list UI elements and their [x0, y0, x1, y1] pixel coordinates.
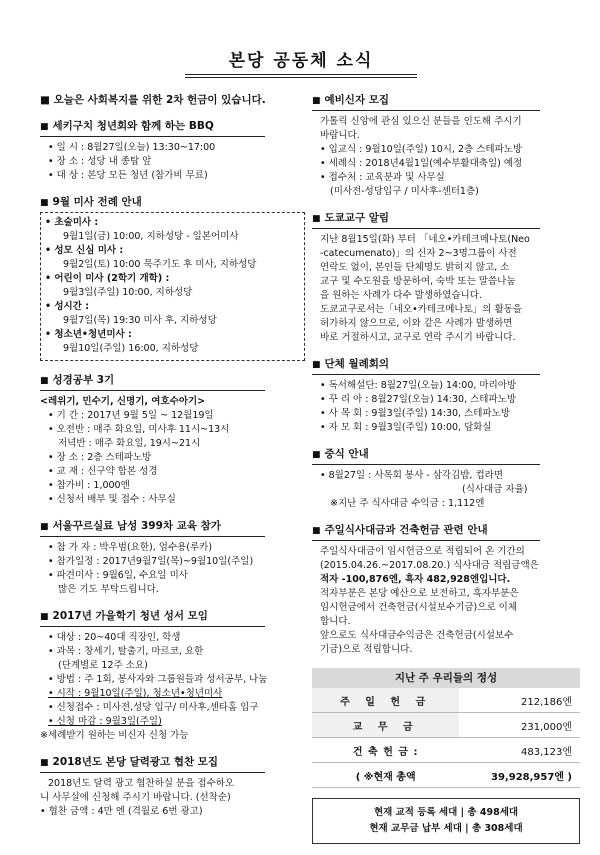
- offering-label: 교 무 금: [312, 713, 459, 738]
- list-item: • 장 소 : 성당 내 종탑 앞: [48, 156, 152, 167]
- list-item: 바랍니다.: [320, 130, 360, 141]
- divider: [312, 540, 540, 541]
- table-row: [312, 688, 580, 713]
- registration-status-box: [312, 798, 580, 844]
- divider: [312, 464, 540, 465]
- list-item: • 과목 : 창세기, 탈출기, 마르코, 요한: [48, 646, 204, 657]
- section-heading: ■ 예비신자 모집: [312, 94, 390, 106]
- catechumen-section: [312, 92, 580, 199]
- offerings-table: [312, 688, 580, 788]
- section-heading: ■ 2018년도 본당 달력광고 협찬 모집: [40, 756, 219, 768]
- list-item: 임시헌금에서 건축헌금(시설보수기금)으로 이체: [320, 602, 517, 613]
- meetings-section: [312, 356, 580, 435]
- list-item: • 대상 : 20~40대 직장인, 학생: [48, 632, 181, 643]
- mass-detail: 9월1일(금) 10:00, 지하성당 - 일본어미사: [63, 231, 239, 242]
- offerings-title: 지난 주 우리들의 정성: [312, 668, 580, 688]
- list-item: 적자 -100,876엔, 흑자 482,928엔입니다.: [320, 574, 511, 585]
- list-item: • 장 소 : 2층 스테파노방: [48, 452, 152, 463]
- divider: [40, 626, 265, 627]
- list-item: • 8월27일 : 사목회 봉사 - 삼각김밥, 컵라면: [320, 470, 504, 481]
- list-item: • 대 상 : 본당 모든 청년 (참가비 무료): [48, 170, 208, 181]
- list-item: • 신청 마감 : 9월3일(주일): [48, 716, 162, 727]
- list-item: • 기 간 : 2017년 9월 5일 ~ 12월19일: [48, 410, 214, 421]
- section-heading: ■ 단체 월례회의: [312, 358, 390, 370]
- section-heading: ■ 2017년 가을학기 청년 성서 모임: [40, 610, 208, 622]
- status-line: 현재 교무금 납부 세대 | 총 308세대: [369, 823, 523, 834]
- list-item: • 참가비 : 1,000엔: [48, 480, 130, 491]
- list-item: 니 사무실에 신청해 주시기 바랍니다. (선착순): [40, 792, 231, 803]
- page-title: 본당 공동체 소식: [185, 46, 417, 78]
- list-item: (2015.04.26.~2017.08.20.) 식사대금 적립금액은: [320, 560, 539, 571]
- divider: [312, 228, 540, 229]
- list-item: • 일 시 : 8월27일(오늘) 13:30~17:00: [48, 142, 216, 153]
- mass-section: [40, 194, 305, 361]
- list-item: • 자 모 회 : 9월3일(주일) 10:00, 담화실: [320, 422, 492, 433]
- section-heading: ■ 세키구치 청년회와 함께 하는 BBQ: [40, 120, 214, 132]
- mass-box: [40, 212, 305, 361]
- section-heading: ■ 주일식사대금과 건축헌금 관련 안내: [312, 524, 488, 536]
- list-item: • 사 목 회 : 9월3일(주일) 14:30, 스테파노방: [320, 408, 510, 419]
- table-row: [312, 713, 580, 738]
- list-item: • 교 재 : 신구약 합본 성경: [48, 466, 158, 477]
- list-item: • 협찬 금액 : 4만 엔 (격월로 6번 광고): [40, 806, 203, 817]
- list-item: (단계별로 12주 소요): [58, 660, 148, 671]
- tokyo-section: [312, 210, 580, 345]
- divider: [312, 374, 540, 375]
- list-item: 도쿄교구로서는「네오•카테크메나토」의 활동을: [320, 304, 522, 315]
- intro-text: ■ 오늘은 사회복지를 위한 2차 헌금이 있습니다.: [40, 94, 266, 106]
- list-item: 적자부분은 본당 예산으로 보전하고, 흑자부분은: [320, 588, 519, 599]
- list-item: (식사대금 자율): [462, 484, 528, 495]
- intro-section: [40, 92, 305, 107]
- lunch-section: [312, 446, 580, 511]
- list-item: • 오전반 : 매주 화요일, 미사후 11시~13시: [48, 424, 230, 435]
- seoul-section: [40, 518, 305, 597]
- offering-label: 건 축 헌 금 :: [312, 738, 459, 763]
- list-item: 기금)으로 적립합니다.: [320, 644, 413, 655]
- list-item: 많은 기도 부탁드립니다.: [58, 584, 159, 595]
- list-item: 2018년도 달력 광고 협찬하실 분을 접수하오: [48, 778, 235, 789]
- list-item: 저녁반 : 매주 화요일, 19시~21시: [58, 438, 201, 449]
- list-item: 앞으로도 식사대금수익금은 건축헌금(시설보수: [320, 630, 514, 641]
- list-item: • 방법 : 주 1회, 봉사자와 그룹원들과 성서공부, 나눔: [48, 674, 268, 685]
- list-item: • 참가일정 : 2017년9월7일(목)~9월10일(주일): [48, 556, 254, 567]
- section-heading: ■ 중식 안내: [312, 448, 369, 460]
- list-item: 교구 및 수도원을 방문하여, 숙박 또는 말씀나눔: [320, 276, 516, 287]
- offering-value: 39,928,957엔 ): [459, 763, 580, 788]
- list-item: 바로 거절하시고, 교구로 연락 주시기 바랍니다.: [320, 332, 516, 343]
- list-item: • 꾸 리 아 : 8월27일(오늘) 14:30, 스테파노방: [320, 394, 517, 405]
- divider: [312, 110, 540, 111]
- mass-title: • 청소년•청년미사 :: [45, 329, 132, 340]
- divider: [40, 390, 265, 391]
- offering-value: 212,186엔: [459, 688, 580, 713]
- list-item: 허가하지 않으므로, 이와 같은 사례가 발생하면: [320, 318, 513, 329]
- section-heading: ■ 성경공부 3기: [40, 374, 115, 386]
- table-row: [312, 738, 580, 763]
- offering-value: 231,000엔: [459, 713, 580, 738]
- list-item: ※지난 주 식사대금 수익금 : 1,112엔: [330, 498, 485, 509]
- offering-label: 주 일 헌 금: [312, 688, 459, 713]
- table-row: [312, 763, 580, 788]
- list-item: • 참 가 자 : 박우범(요한), 엄수용(루카): [48, 542, 213, 553]
- mass-detail: 9월3일(주일) 10:00, 지하성당: [63, 287, 193, 298]
- list-item: (미사전-성당입구 / 미사후-센터1층): [330, 186, 479, 197]
- divider: [40, 772, 265, 773]
- mass-title: • 성모 신심 미사 :: [45, 245, 124, 256]
- list-item: • 접수처 : 교육분과 및 사무실: [320, 172, 445, 183]
- list-item: • 신청접수 : 미사전,성당 입구/ 미사후,센타홈 입구: [48, 702, 259, 713]
- list-item: 주일식사대금이 임시헌금으로 적립되어 온 기간의: [320, 546, 525, 557]
- offerings-section: [312, 668, 580, 844]
- section-heading: ■ 서울꾸르실료 남성 399차 교육 참가: [40, 520, 221, 532]
- offering-value: 483,123엔: [459, 738, 580, 763]
- list-item: 연락도 없이, 본인들 단체명도 밝히지 않고, 소: [320, 262, 510, 273]
- bible-section: [40, 372, 305, 507]
- list-item: • 입교식 : 9월10일(주일) 10시, 2층 스테파노방: [320, 144, 523, 155]
- list-item: • 시작 : 9월10일(주일), 청소년•청년미사: [48, 688, 223, 699]
- building-section: [312, 522, 580, 657]
- list-item: • 세례식 : 2018년4월1일(예수부활대축일) 예정: [320, 158, 523, 169]
- divider: [40, 536, 265, 537]
- page-title-wrap: [185, 46, 417, 78]
- list-item: 을 원하는 사례가 다수 발생하였습니다.: [320, 290, 482, 301]
- list-item: 합니다.: [320, 616, 351, 627]
- status-line: 현재 교적 등록 세대 | 총 498세대: [373, 807, 519, 818]
- right-column: [312, 92, 580, 855]
- autumn-section: [40, 608, 305, 743]
- divider: [40, 136, 265, 137]
- mass-title: • 성시간 :: [45, 301, 90, 312]
- mass-title: • 어린이 미사 (2학기 개학) :: [45, 273, 170, 284]
- mass-title: • 초술미사 :: [45, 217, 99, 228]
- offering-label: ( ※현재 총액: [312, 763, 459, 788]
- mass-detail: 9월10일(주일) 16:00, 지하성당: [63, 343, 199, 354]
- bible-subtitle: <레위기, 민수기, 신명기, 여호수아기>: [40, 396, 206, 407]
- list-item: ※세례받기 원하는 비신자 신청 가능: [40, 730, 189, 741]
- bbq-section: [40, 118, 305, 183]
- list-item: • 파견미사 : 9월6일, 수요일 미사: [48, 570, 188, 581]
- section-heading: ■ 도쿄교구 알림: [312, 212, 390, 224]
- mass-detail: 9월2일(토) 10:00 묵주기도 후 미사, 지하성당: [63, 259, 257, 270]
- left-column: [40, 92, 305, 830]
- calendar-section: [40, 754, 305, 819]
- list-item: • 신청서 배부 및 접수 : 사무실: [48, 494, 176, 505]
- list-item: -catecumenato)」의 신자 2~3명그룹이 사전: [320, 248, 517, 259]
- section-heading: ■ 9월 미사 전례 안내: [40, 196, 142, 208]
- list-item: • 독서해설단: 8월27일(오늘) 14:00, 마리아방: [320, 380, 517, 391]
- list-item: 지난 8월15일(화) 부터 「네오•카테크메나토(Neo: [320, 234, 530, 245]
- mass-detail: 9월7일(목) 19:30 미사 후, 지하성당: [63, 315, 217, 326]
- list-item: 가톨릭 신앙에 관심 있으신 분들을 인도해 주시기: [320, 116, 522, 127]
